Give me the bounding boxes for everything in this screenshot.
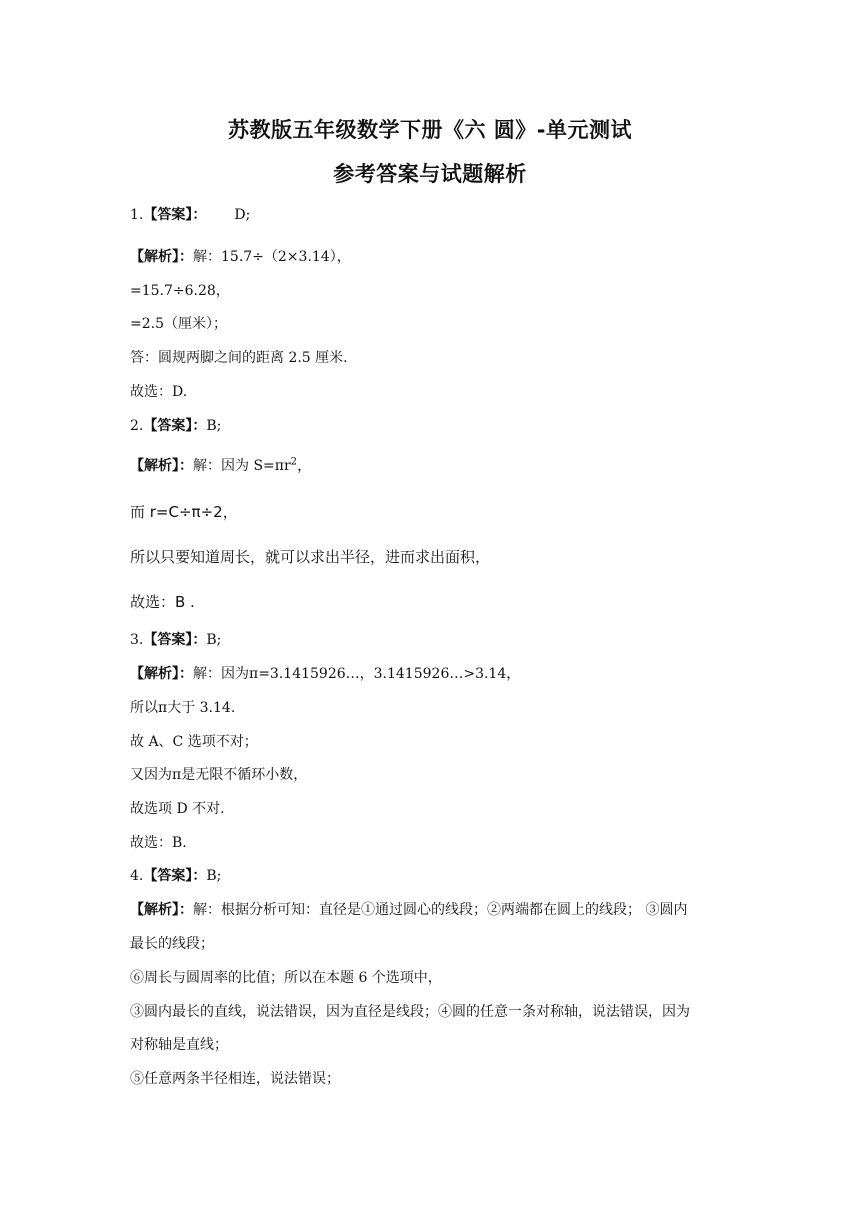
q2-line: 所以只要知道周长，就可以求出半径，进而求出面积， <box>130 548 491 566</box>
q4-answer: B; <box>206 868 222 884</box>
q1-analysis-line <box>130 247 740 267</box>
q2-line: 而 r=C÷π÷2， <box>130 503 238 521</box>
q3-line: 故选：B. <box>130 835 187 851</box>
answer-label: 【答案】： <box>143 632 207 648</box>
answer-label: 【答案】： <box>143 207 207 223</box>
q1-line: =15.7÷6.28， <box>130 283 230 299</box>
q3-answer: B; <box>206 632 222 648</box>
q4-line: ③圆内最长的直线，说法错误，因为直径是线段；④圆的任意一条对称轴，说法错误，因为 <box>130 1004 690 1020</box>
q3-line: 所以π大于 3.14. <box>130 700 236 716</box>
q2-analysis-superscript: 2 <box>290 456 298 468</box>
q2-analysis-line <box>130 455 740 476</box>
q4-answer-line <box>130 866 740 886</box>
q1-analysis: 解：15.7÷（2×3.14）， <box>193 249 351 265</box>
q3-line: 又因为π是无限不循环小数， <box>130 767 308 783</box>
q2-analysis: 解：因为 S=πr <box>193 458 291 474</box>
answer-label: 【答案】： <box>143 418 207 434</box>
q2-answer-line <box>130 416 740 436</box>
q1-number: 1. <box>130 207 144 223</box>
q2-line: 故选：B . <box>130 593 195 611</box>
q1-answer-line <box>130 205 740 225</box>
answer-label: 【答案】： <box>143 868 207 884</box>
q4-analysis: 解：根据分析可知：直径是①通过圆心的线段；②两端都在圆上的线段； ③圆内 <box>193 902 688 918</box>
q3-analysis: 解：因为π=3.1415926…，3.1415926…>3.14， <box>193 666 521 682</box>
analysis-label: 【解析】： <box>130 458 193 474</box>
q4-number: 4. <box>130 868 144 884</box>
q4-line: 对称轴是直线； <box>130 1037 228 1053</box>
analysis-label: 【解析】： <box>130 902 193 918</box>
q2-answer: B; <box>206 418 222 434</box>
q4-line: 最长的线段； <box>130 936 214 952</box>
document-title: 苏教版五年级数学下册《六 圆》-单元测试 <box>227 118 633 142</box>
q1-line: 故选：D. <box>130 384 188 400</box>
analysis-label: 【解析】： <box>130 666 193 682</box>
q4-line: ⑥周长与圆周率的比值；所以在本题 6 个选项中， <box>130 970 442 986</box>
q1-line: 答：圆规两脚之间的距离 2.5 厘米. <box>130 350 348 366</box>
document-subtitle: 参考答案与试题解析 <box>333 162 527 186</box>
q4-line: ⑤任意两条半径相连，说法错误； <box>130 1071 340 1087</box>
q3-answer-line <box>130 630 740 650</box>
q3-analysis-line <box>130 664 740 684</box>
q2-number: 2. <box>130 418 144 434</box>
q1-line: =2.5（厘米）； <box>130 316 227 332</box>
q2-analysis-tail: ， <box>297 456 313 474</box>
q4-analysis-line <box>130 900 740 920</box>
analysis-label: 【解析】： <box>130 249 193 265</box>
q3-line: 故 A、C 选项不对； <box>130 734 258 750</box>
q3-number: 3. <box>130 632 144 648</box>
q3-line: 故选项 D 不对. <box>130 801 225 817</box>
q1-answer: D; <box>234 207 251 223</box>
